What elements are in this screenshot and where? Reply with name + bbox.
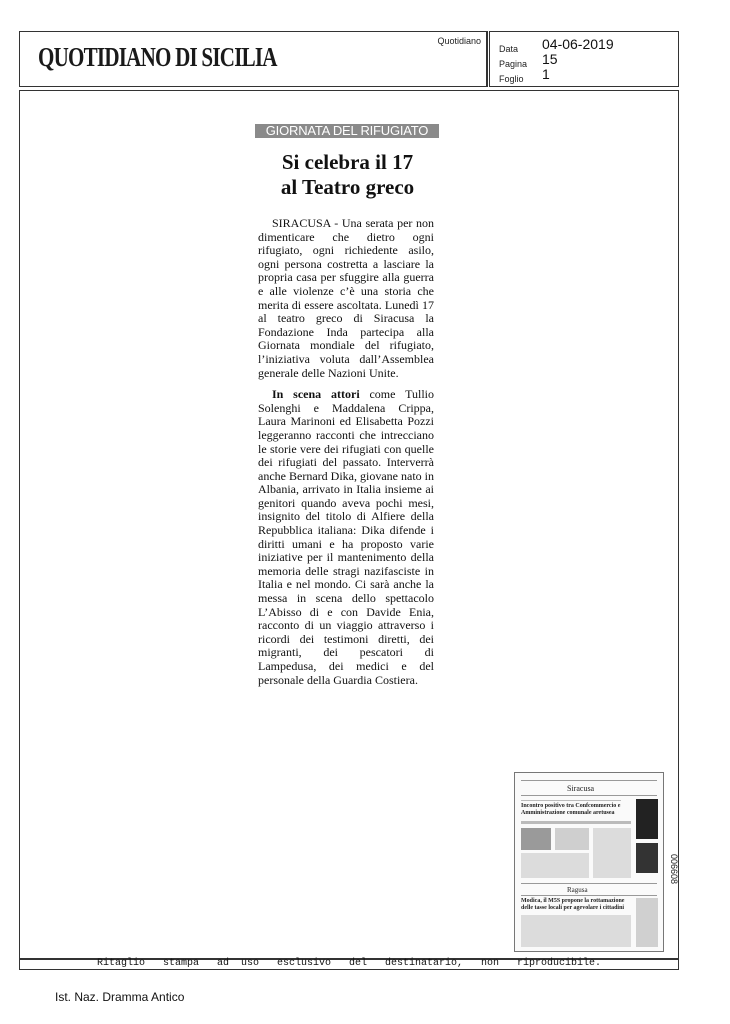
masthead-box: [19, 31, 488, 87]
thumb-rule: [521, 780, 657, 781]
headline-line-1: Si celebra il 17: [281, 150, 414, 174]
thumb-block: [521, 915, 631, 947]
sheet-row: [499, 66, 550, 87]
date-label: Data: [499, 44, 519, 54]
sheet-label: Foglio: [499, 74, 524, 84]
thumb-dark-ad: [636, 799, 658, 839]
thumb-photo: [521, 828, 551, 850]
source-label: Ist. Naz. Dramma Antico: [55, 990, 185, 1004]
paragraph-1: SIRACUSA - Una serata per non dimenticare che dietro ogni rifugiato, ogni richiedente asilo, ogni persona costretta a lasciare la propria casa per sfuggire alla guerra e alle violenze c’è una storia che merita di essere ascoltata. Lunedì 17 al teatro greco di Siracusa la Fondazione Inda partecipa alla Giornata mondiale del rifugiato, l’iniziativa voluta dall’Assemblea generale delle Nazioni Unite.: [258, 216, 434, 380]
thumb-headline-2: Modica, il M5S propone la rottamazione delle tasse locali per agevolare i cittadini: [521, 898, 625, 911]
archive-code: [669, 850, 685, 890]
thumb-dark-ad: [636, 843, 658, 873]
thumb-section-1: Siracusa: [567, 784, 595, 793]
thumb-block: [521, 853, 589, 878]
header-divider: [486, 31, 487, 87]
newspaper-title: QUOTIDIANO DI SICILIA: [38, 42, 277, 72]
article-headline: [230, 150, 465, 200]
thumb-line: [521, 800, 621, 801]
footer-notice: Ritaglio stampa ad uso esclusivo del destinatario, non riproducibile.: [96, 958, 602, 969]
thumb-block: [636, 898, 658, 947]
thumb-rule: [521, 895, 657, 896]
article-body: [258, 217, 434, 687]
thumb-headline-1: Incontro positivo tra Confcommercio e Amministrazione comunale aretusea: [521, 803, 621, 816]
metadata-box: [489, 31, 679, 87]
thumb-block: [521, 821, 631, 824]
page-value: 15: [542, 51, 558, 67]
page-label: Pagina: [499, 59, 528, 69]
thumb-block: [593, 828, 631, 878]
article-kicker: GIORNATA DEL RIFUGIATO: [255, 124, 439, 138]
paragraph-2: [258, 388, 434, 687]
thumb-rule: [521, 883, 657, 884]
thumb-block: [555, 828, 589, 850]
page-thumbnail: [514, 772, 664, 952]
paragraph-2-lead: In scena attori: [272, 387, 360, 402]
thumb-rule: [521, 795, 657, 796]
paragraph-2-text: come Tullio Solenghi e Maddalena Crippa, Laura Marinoni ed Elisabetta Pozzi leggeranno racconti che intrecciano le storie vere dei rifugiati con quelle dei rifugiati del passato. Interverrà anche Bernard Dika, giovane nato in Albania, arrivato in Italia insieme ai genitori quando aveva pochi mesi, insignito del titolo di Alfiere della Repubblica italiana: Dika difende i diritti umani e ha proposto varie iniziative per il mantenimento della memoria delle stragi nazifasciste in Italia e nel mondo. Ci sarà anche la messa in scena dello spettacolo L’Abisso di e con Davide Enia, racconto di un viaggio attraverso i ricordi dei testimoni diretti, dei migranti, dei pescatori di Lampedusa, dei medici e del personale della Guardia Costiera.: [258, 387, 434, 687]
thumb-section-2: Ragusa: [567, 886, 588, 894]
headline-line-2: al Teatro greco: [280, 175, 415, 199]
footer-notice-bar: [19, 958, 679, 970]
publication-type: Quotidiano: [437, 36, 481, 46]
date-value: 04-06-2019: [542, 36, 614, 52]
archive-code-text: 006608: [669, 853, 680, 885]
sheet-value: 1: [542, 66, 550, 82]
